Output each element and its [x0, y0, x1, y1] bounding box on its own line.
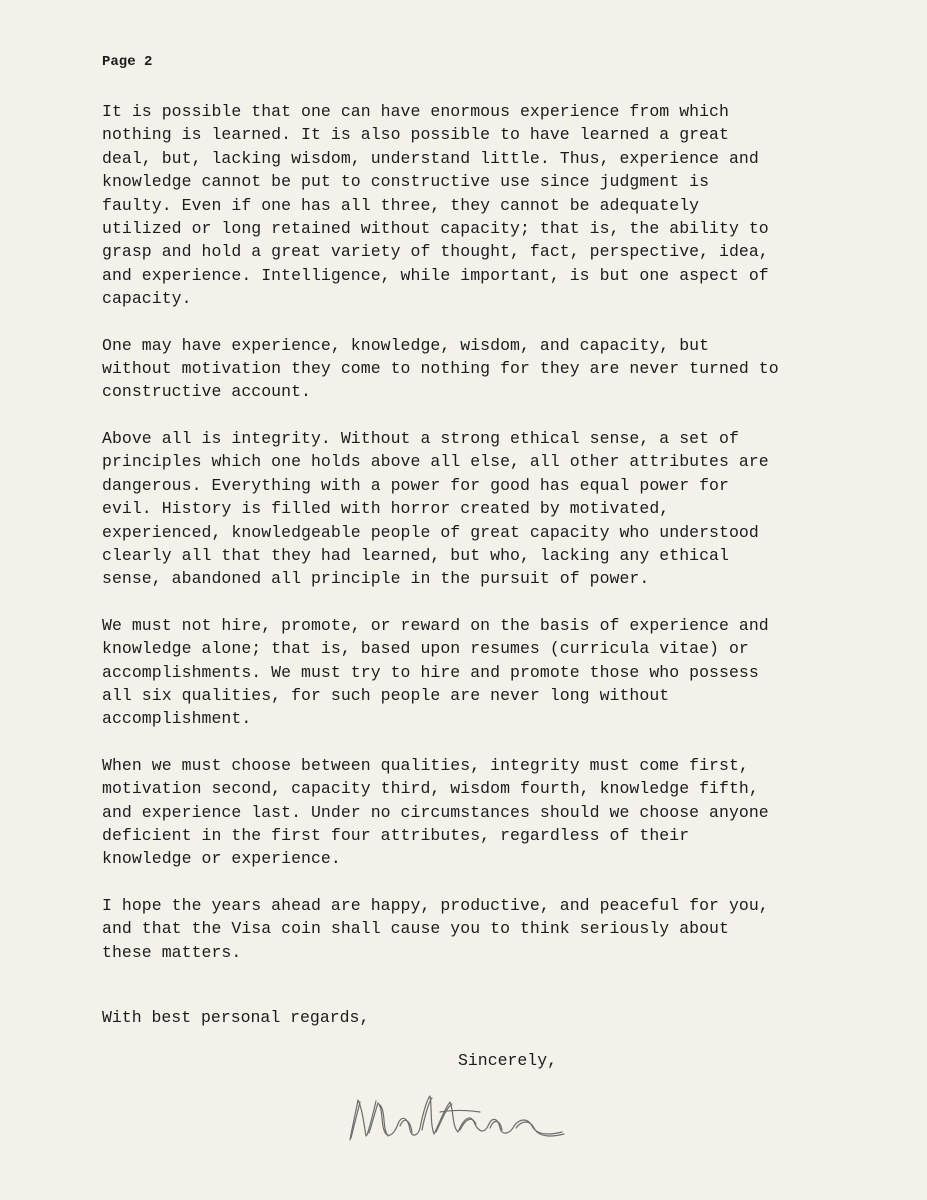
closing-regards: With best personal regards, — [102, 1008, 370, 1027]
page-number: Page 2 — [102, 54, 153, 70]
paragraph-experience: It is possible that one can have enormous experience from which nothing is learned. It is also possible to have learned a great deal, but, lacking wisdom, understand little. Thus, experience and knowledge cannot be put to constructive use since judgment is faulty. Even if one has all three, they cannot be adequately utilized or long retained without capacity; that is, the ability to grasp and hold a great variety of thought, fact, perspective, idea, and experience. Intelligence, while important, is but one aspect of capacity. — [102, 102, 769, 309]
letter-body — [102, 100, 862, 987]
paragraph-wishes: I hope the years ahead are happy, productive, and peaceful for you, and that the Visa coin shall cause you to think seriously about these matters. — [102, 895, 769, 962]
handwritten-signature — [340, 1088, 570, 1148]
sign-off: Sincerely, — [458, 1051, 558, 1070]
signature-graphic — [340, 1088, 570, 1148]
paragraph-priorities: When we must choose between qualities, integrity must come first, motivation second, capacity third, wisdom fourth, knowledge fifth, and experience last. Under no circumstances should we choose anyone deficient in the first four attributes, regardless of their knowledge or experience. — [102, 755, 769, 869]
paragraph-motivation: One may have experience, knowledge, wisdom, and capacity, but without motivation they come to nothing for they are never turned to constructive account. — [102, 335, 779, 402]
paragraph-hiring: We must not hire, promote, or reward on the basis of experience and knowledge alone; that is, based upon resumes (curricula vitae) or accomplishments. We must try to hire and promote those who possess all six qualities, for such people are never long without accomplishment. — [102, 615, 769, 729]
paragraph-integrity: Above all is integrity. Without a strong ethical sense, a set of principles which one holds above all else, all other attributes are dangerous. Everything with a power for good has equal power for evil. History is filled with horror created by motivated, experienced, knowledgeable people of great capacity who understood clearly all that they had learned, but who, lacking any ethical sense, abandoned all principle in the pursuit of power. — [102, 428, 769, 589]
